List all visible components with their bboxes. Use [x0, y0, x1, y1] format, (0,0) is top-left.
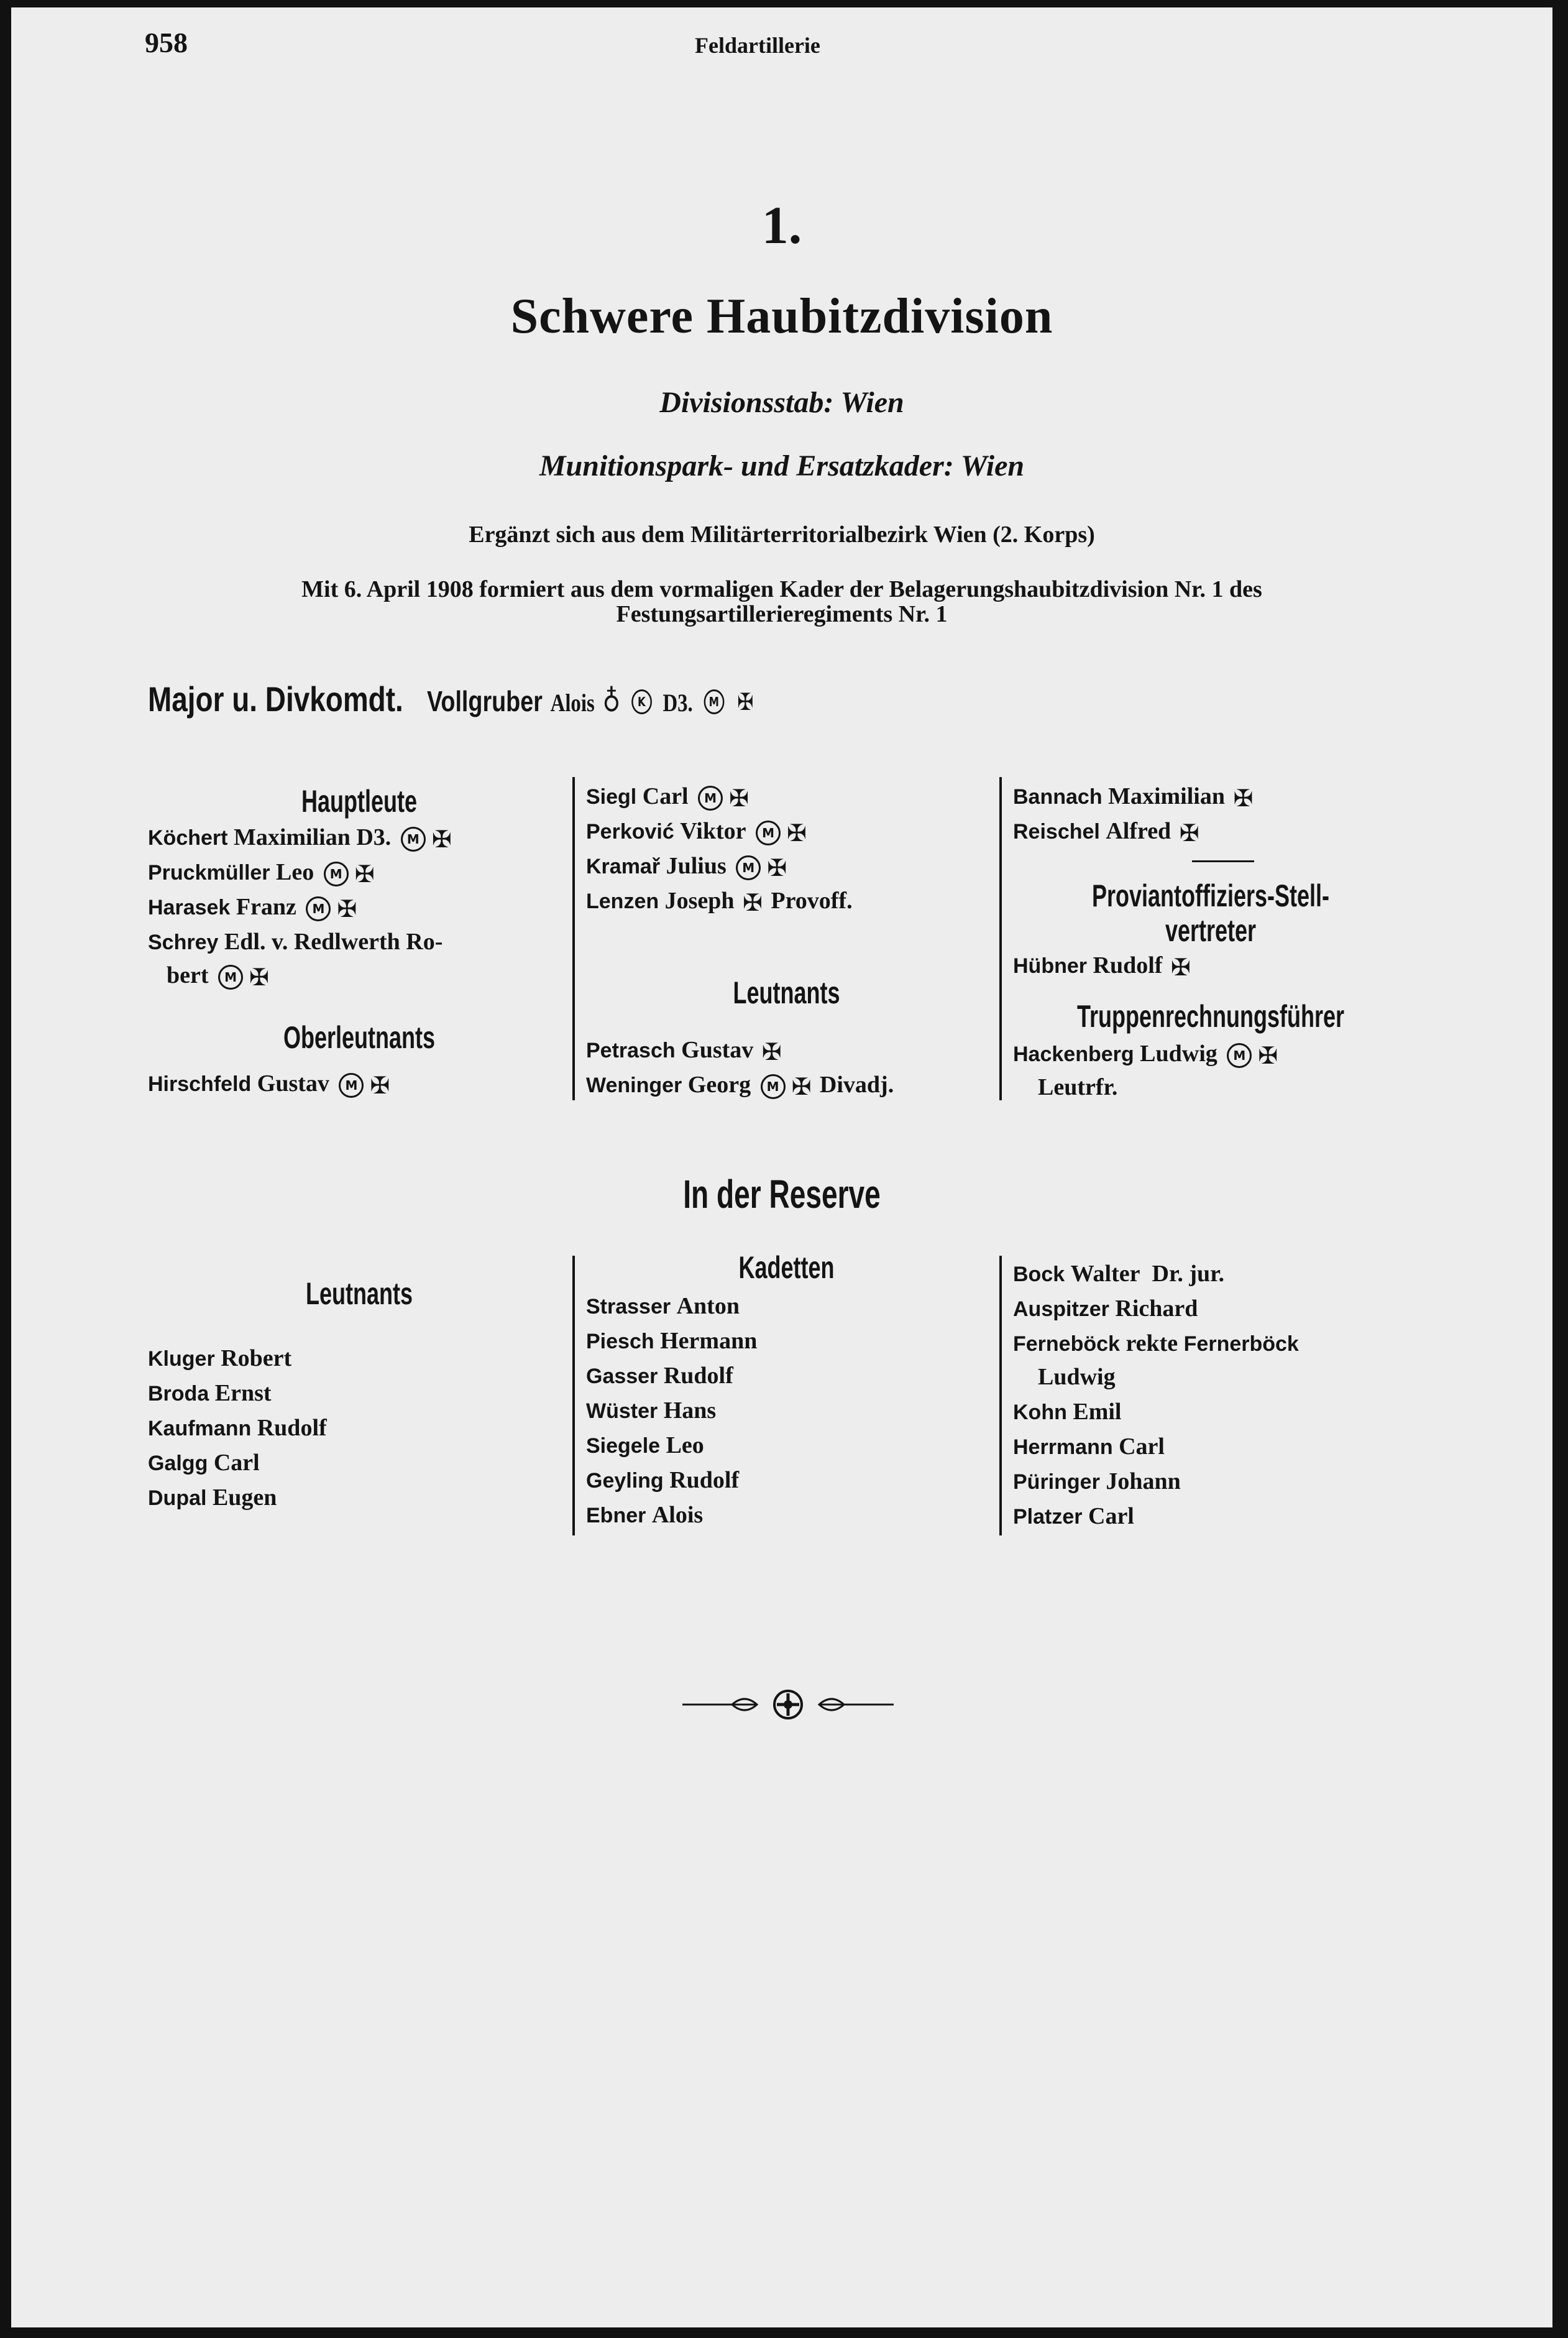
m-medal-icon: M — [756, 821, 781, 845]
divider — [1192, 860, 1254, 862]
document-page — [11, 7, 1552, 2327]
list-item: Püringer Johann — [1013, 1468, 1181, 1494]
list-item: Gasser Rudolf — [586, 1363, 733, 1389]
list-item: Siegele Leo — [586, 1432, 704, 1458]
heading-proviantoffiziers-cont: vertreter — [1165, 913, 1257, 948]
heading-reserve-leutnants: Leutnants — [305, 1276, 413, 1311]
heading-reserve: In der Reserve — [683, 1172, 881, 1217]
m-medal-icon: M — [218, 965, 243, 990]
commander-suffix: D3. — [663, 689, 693, 717]
list-item: Broda Ernst — [148, 1380, 272, 1406]
recruitment-note: Ergänzt sich aus dem Militärterritorialbezirk Wien (2. Korps) — [469, 522, 1095, 548]
list-item: Kramař Julius M ✠ — [586, 853, 787, 882]
list-item: Herrmann Carl — [1013, 1434, 1165, 1460]
ornament-divider — [682, 1686, 894, 1726]
commander-surname: Vollgruber — [427, 685, 543, 717]
list-item: bert M ✠ — [167, 962, 269, 992]
list-item: Kaufmann Rudolf — [148, 1415, 327, 1441]
list-item: Pruckmüller Leo M ✠ — [148, 859, 375, 888]
cross-icon: ✠ — [729, 785, 749, 812]
list-item: Bannach Maximilian ✠ — [1013, 783, 1254, 812]
heading-proviantoffiziers: Proviantoffiziers-Stell- — [1091, 878, 1330, 913]
list-item: Reischel Alfred ✠ — [1013, 818, 1199, 847]
formation-note — [11, 577, 1552, 627]
list-item: Kohn Emil — [1013, 1399, 1122, 1425]
column-divider-3 — [572, 1256, 575, 1535]
page-title: Schwere Haubitzdivision — [510, 289, 1053, 344]
cross-icon: ✠ — [337, 895, 357, 923]
list-item: Strasser Anton — [586, 1293, 740, 1319]
list-item: Kluger Robert — [148, 1345, 292, 1371]
column-divider-2 — [999, 777, 1002, 1100]
cross-icon: ✠ — [767, 854, 787, 882]
list-item: Lenzen Joseph ✠ Provoff. — [586, 888, 853, 917]
m-medal-icon: M — [736, 855, 761, 880]
cross-icon: ✠ — [761, 1038, 782, 1066]
heading-kadetten: Kadetten — [738, 1250, 835, 1285]
m-medal-icon: M — [401, 827, 426, 852]
list-item: Hackenberg Ludwig M ✠ — [1013, 1041, 1278, 1070]
running-head: Feldartillerie — [695, 33, 820, 58]
m-medal-icon: M — [761, 1074, 786, 1099]
formation-note-line1: Mit 6. April 1908 formiert aus dem vormaligen Kader der Belagerungshaubitzdivision Nr. 1 des — [301, 576, 1262, 602]
commander-first-name: Alois — [550, 689, 595, 717]
list-item: Ludwig — [1038, 1364, 1116, 1390]
list-item: Auspitzer Richard — [1013, 1296, 1198, 1322]
list-item: Schrey Edl. v. Redlwerth Ro- — [148, 929, 443, 955]
list-item: Platzer Carl — [1013, 1503, 1134, 1529]
list-item: Bock Walter Dr. jur. — [1013, 1261, 1224, 1287]
section-number: 1. — [761, 195, 802, 255]
cross-icon: ✠ — [1179, 819, 1199, 847]
heading-truppenrechnungsfuehrer: Truppenrechnungsführer — [1076, 999, 1345, 1034]
ornament-icon — [682, 1686, 894, 1723]
m-medal-icon: M — [306, 896, 331, 921]
list-item: Wüster Hans — [586, 1397, 717, 1424]
cross-icon: ✠ — [787, 819, 807, 847]
cross-icon: ✠ — [354, 860, 375, 888]
cross-icon: ✠ — [431, 826, 452, 854]
list-item: Geyling Rudolf — [586, 1467, 740, 1493]
k-medal-icon: K — [631, 689, 652, 714]
column-divider-4 — [999, 1256, 1002, 1535]
list-item: Ebner Alois — [586, 1502, 704, 1528]
list-item: Perković Viktor M ✠ — [586, 818, 807, 847]
cross-icon: ✠ — [1170, 954, 1191, 982]
cross-icon: ✠ — [743, 889, 763, 917]
cross-icon: ✠ — [737, 688, 754, 716]
depot-location: Munitionspark- und Ersatzkader: Wien — [539, 449, 1025, 482]
list-item: Piesch Hermann — [586, 1328, 758, 1354]
m-medal-icon: M — [704, 689, 724, 714]
list-item: Leutrfr. — [1038, 1074, 1118, 1100]
list-item: Hübner Rudolf ✠ — [1013, 952, 1191, 982]
list-item: Ferneböck rekte Fernerböck — [1013, 1330, 1299, 1356]
cross-icon: ✠ — [1258, 1042, 1278, 1070]
column-divider-1 — [572, 777, 575, 1100]
list-item: Hirschfeld Gustav M ✠ — [148, 1070, 390, 1100]
page-number: 958 — [145, 27, 188, 58]
cross-icon: ✠ — [791, 1073, 812, 1101]
list-item: Siegl Carl M ✠ — [586, 783, 749, 812]
m-medal-icon: M — [698, 786, 723, 811]
heading-oberleutnants: Oberleutnants — [283, 1020, 436, 1055]
list-item: Galgg Carl — [148, 1450, 260, 1476]
m-medal-icon: M — [1227, 1043, 1252, 1068]
knot-icon: ♁ — [602, 684, 621, 719]
list-item: Köchert Maximilian D3. M ✠ — [148, 824, 452, 854]
commander-line — [148, 679, 756, 719]
cross-icon: ✠ — [370, 1072, 390, 1100]
list-item: Weninger Georg M ✠ Divadj. — [586, 1072, 894, 1101]
cross-icon: ✠ — [249, 964, 269, 992]
list-item: Harasek Franz M ✠ — [148, 894, 357, 923]
commander-rank: Major u. Divkomdt. — [148, 679, 403, 719]
heading-hauptleute: Hauptleute — [301, 784, 418, 819]
m-medal-icon: M — [339, 1073, 364, 1098]
m-medal-icon: M — [324, 862, 349, 886]
list-item: Dupal Eugen — [148, 1484, 277, 1511]
heading-leutnants: Leutnants — [733, 975, 840, 1010]
formation-note-line2: Festungsartillerieregiments Nr. 1 — [616, 601, 948, 627]
cross-icon: ✠ — [1233, 785, 1254, 812]
staff-location: Divisionsstab: Wien — [659, 386, 904, 419]
list-item: Petrasch Gustav ✠ — [586, 1037, 782, 1066]
